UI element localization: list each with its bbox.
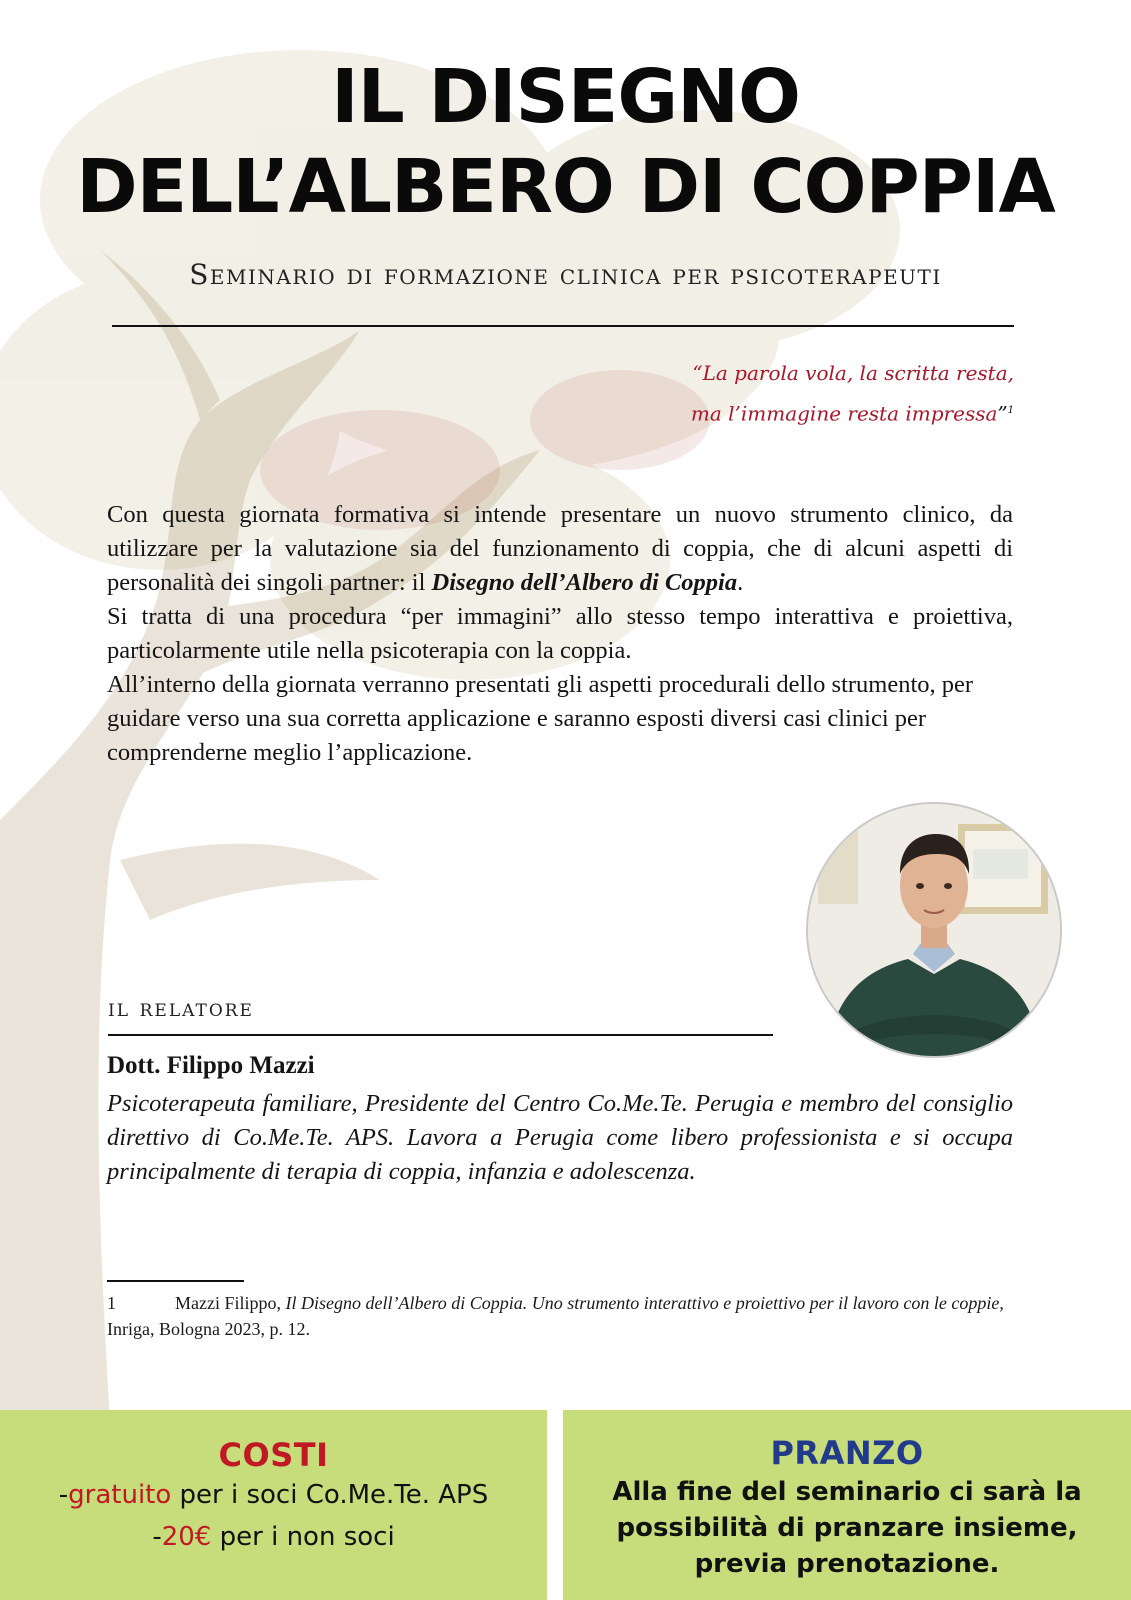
speaker-photo bbox=[806, 802, 1062, 1058]
costi-price-label: 20€ bbox=[161, 1522, 212, 1552]
page-subtitle: Seminario di formazione clinica per psicoterapeuti bbox=[189, 258, 942, 291]
quote-footnote-ref: 1 bbox=[1007, 405, 1014, 416]
quote-line-1: “La parola vola, la scritta resta, bbox=[692, 361, 1014, 385]
intro-text bbox=[107, 498, 1013, 770]
costi-title: COSTI bbox=[218, 1436, 329, 1474]
pranzo-text: Alla fine del seminario ci sarà la possibilità di pranzare insieme, previa prenotazione. bbox=[612, 1477, 1082, 1579]
speaker-name: Dott. Filippo Mazzi bbox=[107, 1052, 315, 1079]
footnote-divider bbox=[107, 1280, 244, 1282]
intro-paragraph-1 bbox=[107, 498, 1013, 600]
costi-line1-dash: - bbox=[58, 1480, 69, 1510]
quote-close-mark: ” bbox=[997, 401, 1008, 426]
costi-box bbox=[0, 1410, 547, 1600]
quote-line-2-text: ma l’immagine resta impressa bbox=[690, 401, 998, 426]
pranzo-title: PRANZO bbox=[770, 1434, 924, 1472]
intro-p1-after: . bbox=[737, 569, 744, 596]
costi-line1-rest: per i soci Co.Me.Te. APS bbox=[171, 1480, 489, 1510]
costi-line2-rest: per i non soci bbox=[211, 1522, 395, 1552]
footnote-author: Mazzi Filippo, bbox=[175, 1293, 286, 1313]
epigraph-quote bbox=[514, 355, 1014, 433]
costi-line2-dash: - bbox=[152, 1522, 162, 1552]
footnote bbox=[107, 1290, 1013, 1342]
costi-free-label: gratuito bbox=[68, 1480, 172, 1510]
intro-p1-emphasis: Disegno dell’Albero di Coppia bbox=[431, 569, 738, 596]
intro-paragraph-3: All’interno della giornata verranno presentati gli aspetti procedurali dello strumento, per guidare verso una sua corretta applicazione e saranno esposti diversi casi clinici per comprenderne meglio l’applicazione. bbox=[107, 671, 974, 766]
intro-paragraph-2: Si tratta di una procedura “per immagini” allo stesso tempo interattiva e proiettiva, particolarmente utile nella psicoterapia con la coppia. bbox=[107, 603, 1013, 664]
speaker-section-label-text: il relatore bbox=[108, 994, 254, 1022]
footnote-title: Il Disegno dell’Albero di Coppia. Uno strumento interattivo e proiettivo per il lavoro con le coppie, bbox=[285, 1293, 1004, 1313]
title-divider bbox=[112, 325, 1014, 327]
pranzo-box bbox=[563, 1410, 1131, 1600]
speaker-section-label bbox=[108, 994, 254, 1022]
footnote-number: 1 bbox=[107, 1293, 116, 1313]
costi-line-nonmembers bbox=[0, 1516, 547, 1558]
costi-line-members bbox=[0, 1474, 547, 1516]
intro-p1-before: Con questa giornata formativa si intende presentare un nuovo strumento clinico, da utilizzare per la valutazione sia del funzionamento di coppia, che di alcuni aspetti di personalità dei singoli partner: il bbox=[107, 501, 1013, 596]
page-title-line-1: IL DISEGNO bbox=[331, 54, 800, 140]
footnote-publisher: Inriga, Bologna 2023, p. 12. bbox=[107, 1319, 310, 1339]
quote-line-2 bbox=[514, 392, 1014, 433]
page-title-line-2: DELL’ALBERO DI COPPIA bbox=[76, 144, 1055, 230]
speaker-divider bbox=[108, 1034, 773, 1036]
speaker-bio: Psicoterapeuta familiare, Presidente del Centro Co.Me.Te. Perugia e membro del consiglio direttivo di Co.Me.Te. APS. Lavora a Perugia come libero professionista e si occupa principalmente di terapia di coppia, infanzia e adolescenza. bbox=[107, 1090, 1013, 1185]
